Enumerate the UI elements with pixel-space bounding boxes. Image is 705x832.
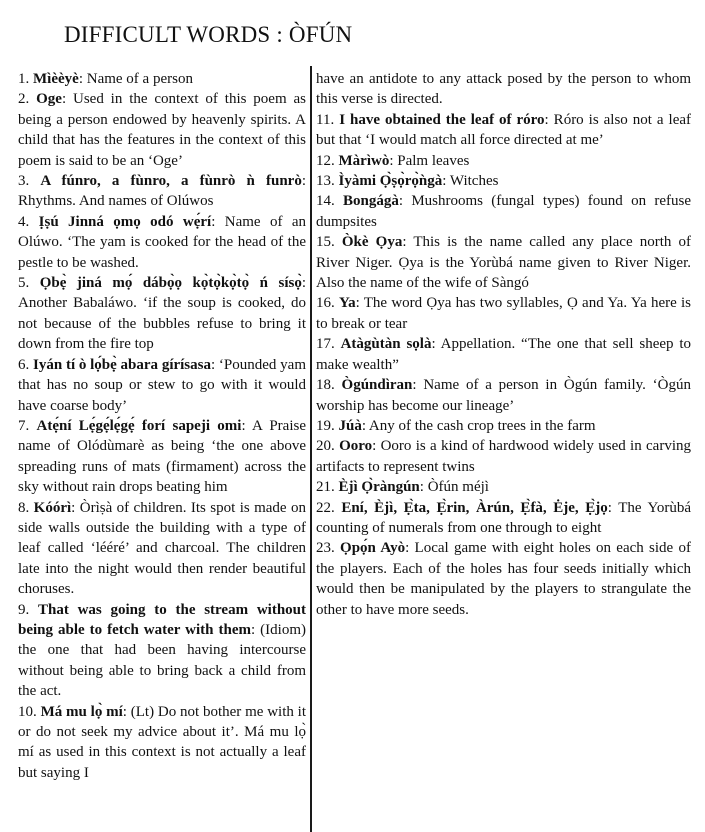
entry-number: 2. bbox=[18, 91, 30, 108]
entry-term: Atàgùtàn sọlà bbox=[340, 336, 432, 353]
entry-number: 22. bbox=[316, 499, 335, 516]
entry-term: Júà bbox=[338, 417, 362, 434]
column-divider bbox=[310, 66, 312, 832]
glossary-entry bbox=[316, 110, 691, 151]
entry-number: 1. bbox=[18, 71, 30, 87]
entry-number: 8. bbox=[18, 499, 30, 516]
entry-term: Mìèèyè bbox=[33, 71, 79, 87]
entry-term: Ọbẹ̀ jiná mọ́ dábọ̀ọ kọ̀tọ̀kọ̀tọ̀ ń sísọ̀ bbox=[39, 275, 302, 292]
entry-number: 20. bbox=[316, 438, 335, 455]
entry-definition: : Local game with eight holes on each side of the players. Each of the holes has four seeds initially which would then be manipulated by the players to strangulate the other to have more seeds. bbox=[316, 540, 692, 618]
entry-definition: : (Idiom) the one that had been having intercourse without being able to bring back a child from the act. bbox=[18, 621, 306, 700]
entry-definition: : Name of a person in Ògún family. ‘Ògún worship has become our lineage’ bbox=[316, 377, 691, 414]
glossary-entry bbox=[18, 89, 306, 171]
entry-term: Ọpọ́n Ayò bbox=[340, 540, 406, 557]
entry-number: 13. bbox=[316, 173, 335, 190]
entry-term: Èjì Ọ̀ràngún bbox=[338, 479, 420, 496]
entry-number: 4. bbox=[18, 213, 30, 230]
entry-definition: : Any of the cash crop trees in the farm bbox=[361, 417, 596, 434]
glossary-entry bbox=[18, 212, 306, 273]
entry-number: 21. bbox=[316, 479, 335, 496]
entry-number: 7. bbox=[18, 417, 30, 434]
entry-definition: : Witches bbox=[442, 173, 499, 190]
entry-term: Ìyàmi Ọ̀ṣọ̀rọ̀ǹgà bbox=[338, 173, 443, 190]
glossary-entry bbox=[18, 600, 306, 702]
entry-definition: : Róro is also not a leaf but that ‘I would match all force directed at me’ bbox=[316, 111, 692, 149]
glossary-entry bbox=[316, 375, 691, 416]
entry-term: Ịṣú Jinná ọmọ odó wẹ́rí bbox=[38, 213, 212, 230]
entry-definition: : The word Ọya has two syllables, Ọ and Ya. Ya here is to break or tear bbox=[316, 295, 692, 332]
glossary-entry bbox=[316, 171, 691, 191]
entry-number: 11. bbox=[316, 111, 335, 128]
left-column bbox=[18, 69, 306, 783]
entry-number: 18. bbox=[316, 377, 335, 394]
glossary-entry bbox=[316, 498, 691, 539]
entry-definition: : Mushrooms (fungal types) found on refuse dumpsites bbox=[316, 193, 691, 230]
glossary-entry bbox=[316, 69, 691, 110]
entry-definition: : Palm leaves bbox=[389, 152, 470, 169]
glossary-entry bbox=[316, 191, 691, 232]
entry-number: 15. bbox=[316, 234, 335, 251]
glossary-entry bbox=[18, 498, 306, 600]
glossary-entry bbox=[316, 293, 691, 334]
entry-term: I have obtained the leaf of róro bbox=[339, 111, 545, 128]
entry-definition: : The Yorùbá counting of numerals from one through to eight bbox=[316, 499, 692, 536]
glossary-entry bbox=[316, 232, 691, 293]
entry-definition: have an antidote to any attack posed by the person to whom this verse is directed. bbox=[316, 71, 691, 108]
glossary-entry bbox=[18, 273, 306, 355]
entry-definition: : Òfún méjì bbox=[419, 479, 489, 496]
entry-term: Ooro bbox=[339, 438, 373, 455]
entry-definition: : Appellation. “The one that sell sheep to make wealth” bbox=[316, 336, 692, 373]
entry-definition: : Ooro is a kind of hardwood widely used in carving artifacts to represent twins bbox=[316, 438, 691, 475]
glossary-entry bbox=[18, 416, 306, 498]
entry-definition: : Name of an Olúwo. ‘The yam is cooked for the head of the pestle to be washed. bbox=[18, 213, 306, 271]
entry-term: Bongágà bbox=[343, 193, 399, 210]
entry-term: Òkè Ọya bbox=[341, 234, 403, 251]
entry-number: 10. bbox=[18, 703, 37, 720]
glossary-entry bbox=[316, 416, 691, 436]
entry-number: 6. bbox=[18, 356, 30, 373]
entry-term: Ògúndìran bbox=[341, 377, 413, 394]
entry-number: 12. bbox=[316, 152, 335, 169]
entry-number: 9. bbox=[18, 601, 30, 618]
entry-term: That was going to the stream without being able to fetch water with them bbox=[18, 601, 307, 638]
entry-term: Ya bbox=[338, 295, 356, 312]
glossary-entry bbox=[18, 355, 306, 416]
entry-definition: : ‘Pounded yam that has no soup or stew to go with it would have coarse body’ bbox=[18, 356, 306, 414]
entry-number: 23. bbox=[316, 540, 335, 557]
glossary-entry bbox=[18, 69, 306, 89]
entry-number: 17. bbox=[316, 336, 335, 353]
entry-number: 3. bbox=[18, 173, 30, 190]
entry-term: Ení, Èjì, Ẹ̀ta, Ẹ̀rin, Àrún, Ẹ̀fà, Ėje, Ẹ̀jọ bbox=[341, 499, 608, 516]
entry-definition: : Òrìṣà of children. Its spot is made on side walls outside the building with a type of leaf called ‘lééré’ and charcoal. The children late into the night would then render beautiful choruses. bbox=[18, 499, 307, 598]
entry-definition: : Another Babaláwo. ‘if the soup is cooked, do not because of the bubbles refuse to bring it down from the fire top bbox=[18, 275, 306, 353]
entry-definition: : Name of a person bbox=[78, 71, 193, 87]
entry-term: Màrìwò bbox=[338, 152, 390, 169]
entry-term: A fúnro, a fùnro, a fùnrò ǹ funrò bbox=[40, 173, 302, 190]
glossary-entry bbox=[18, 171, 306, 212]
entry-definition: : A Praise name of Olódùmarè as being ‘the one above spreading runs of mats (firmament) across the sky without rain drops beating him bbox=[18, 417, 306, 496]
entry-number: 16. bbox=[316, 295, 335, 312]
entry-definition: : Rhythms. And names of Olúwos bbox=[18, 173, 307, 210]
entry-definition: : This is the name called any place north of River Niger. Ọya is the Yorùbá name given to River Niger. Also the name of the wife of Sàngó bbox=[316, 234, 691, 292]
entry-term: Atẹ́ní Lẹ́gẹ́lẹ́gẹ́ forí sapeji omi bbox=[36, 417, 242, 434]
entry-number: 14. bbox=[316, 193, 335, 210]
glossary-entry bbox=[316, 436, 691, 477]
entry-number: 19. bbox=[316, 417, 335, 434]
entry-term: Oge bbox=[36, 91, 62, 108]
entry-term: Iyán tí ò lọ́bẹ̀ abara gírísasa bbox=[33, 356, 211, 373]
page-title: DIFFICULT WORDS : ÒFÚN bbox=[64, 22, 353, 47]
glossary-entry bbox=[316, 334, 691, 375]
glossary-entry bbox=[316, 151, 691, 171]
glossary-entry bbox=[316, 538, 691, 620]
entry-term: Kóórì bbox=[33, 499, 72, 516]
entry-definition: : (Lt) Do not bother me with it or do not seek my advice about it’. Má mu lọ̀ mí as used in this context is not actually a leaf but saying I bbox=[18, 703, 307, 781]
glossary-entry bbox=[316, 477, 691, 497]
entry-number: 5. bbox=[18, 275, 30, 292]
entry-term: Má mu lọ̀ mí bbox=[40, 703, 123, 720]
glossary-entry bbox=[18, 702, 306, 784]
right-column bbox=[316, 69, 691, 620]
entry-definition: : Used in the context of this poem as being a person endowed by heavenly spirits. A child that has the features in the context of this poem is said to be an ‘Oge’ bbox=[18, 91, 306, 169]
